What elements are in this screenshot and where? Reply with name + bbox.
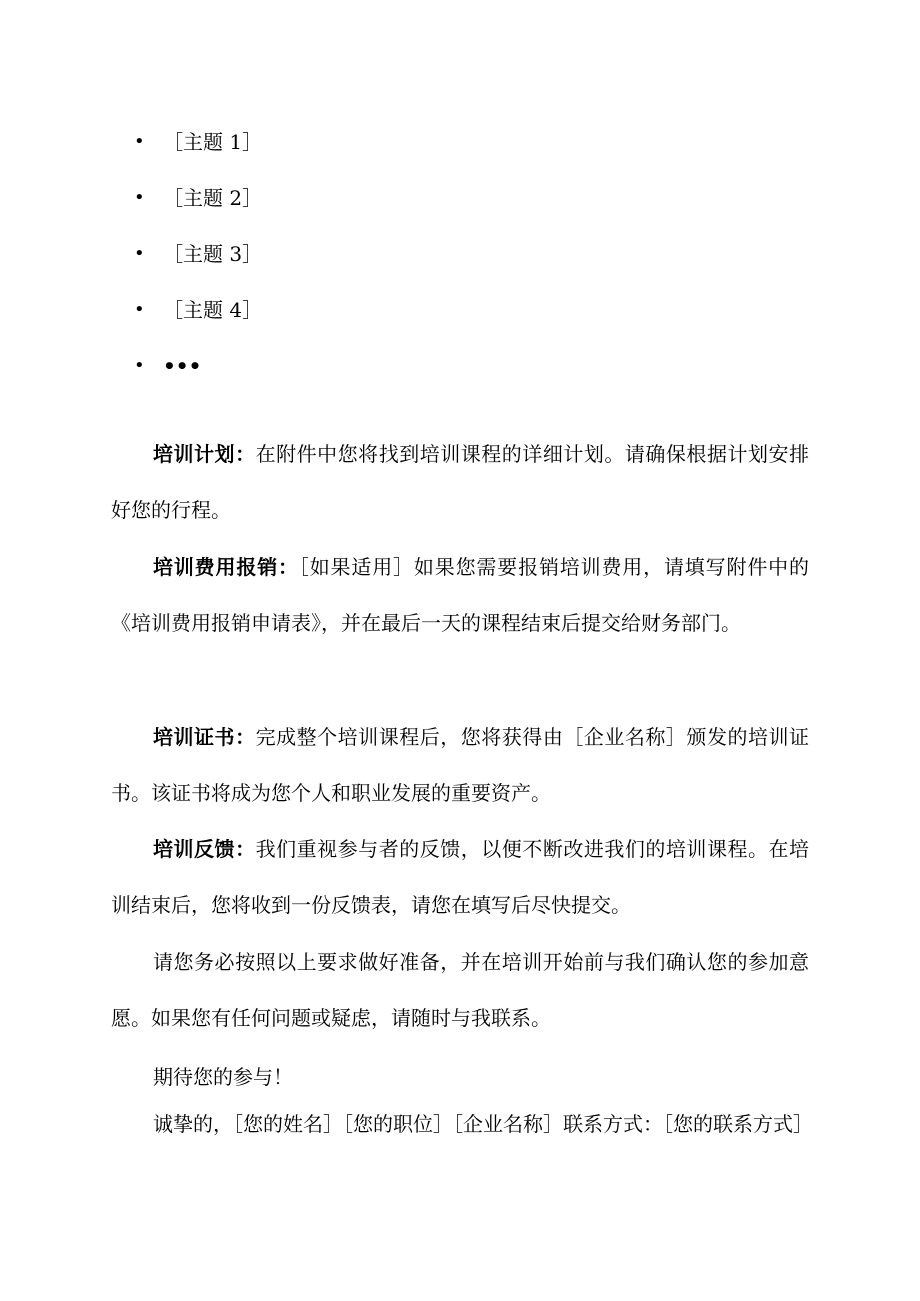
topic-text: ［主题 3］ bbox=[163, 242, 263, 266]
reimbursement-label: 培训费用报销： bbox=[153, 555, 299, 579]
training-plan-paragraph bbox=[111, 426, 809, 538]
feedback-paragraph bbox=[111, 821, 809, 933]
topic-list bbox=[0, 114, 920, 394]
topic-item bbox=[0, 338, 920, 394]
topic-ellipsis: ••• bbox=[163, 354, 202, 378]
reimbursement-paragraph bbox=[111, 539, 809, 651]
bullet-icon: • bbox=[134, 355, 145, 376]
bullet-icon: • bbox=[134, 187, 145, 208]
training-plan-label: 培训计划： bbox=[153, 442, 256, 466]
bullet-icon: • bbox=[134, 243, 145, 264]
feedback-text: 我们重视参与者的反馈，以便不断改进我们的培训课程。在培训结束后，您将收到一份反馈表，请您在填写后尽快提交。 bbox=[111, 837, 810, 917]
closing-paragraph: 请您务必按照以上要求做好准备，并在培训开始前与我们确认您的参加意愿。如果您有任何问题或疑虑，请随时与我联系。 bbox=[111, 950, 809, 1030]
certificate-text: 完成整个培训课程后，您将获得由［企业名称］颁发的培训证书。该证书将成为您个人和职业发展的重要资产。 bbox=[111, 725, 810, 805]
reimbursement-text: ［如果适用］如果您需要报销培训费用，请填写附件中的《培训费用报销申请表》，并在最后一天的课程结束后提交给财务部门。 bbox=[111, 555, 810, 635]
bullet-icon: • bbox=[134, 299, 145, 320]
topic-text: ［主题 4］ bbox=[163, 298, 263, 322]
certificate-paragraph bbox=[111, 709, 809, 821]
feedback-label: 培训反馈： bbox=[153, 837, 256, 861]
anticipation-line: 期待您的参与！ bbox=[153, 1065, 293, 1089]
topic-item bbox=[0, 170, 920, 226]
topic-item bbox=[0, 282, 920, 338]
certificate-label: 培训证书： bbox=[153, 725, 256, 749]
bullet-icon: • bbox=[134, 131, 145, 152]
topic-text: ［主题 2］ bbox=[163, 186, 263, 210]
topic-item bbox=[0, 226, 920, 282]
training-plan-text: 在附件中您将找到培训课程的详细计划。请确保根据计划安排好您的行程。 bbox=[111, 442, 810, 522]
topic-item bbox=[0, 114, 920, 170]
topic-text: ［主题 1］ bbox=[163, 130, 263, 154]
signature-block: 诚挚的，［您的姓名］［您的职位］［企业名称］联系方式：［您的联系方式］ bbox=[153, 1112, 813, 1136]
